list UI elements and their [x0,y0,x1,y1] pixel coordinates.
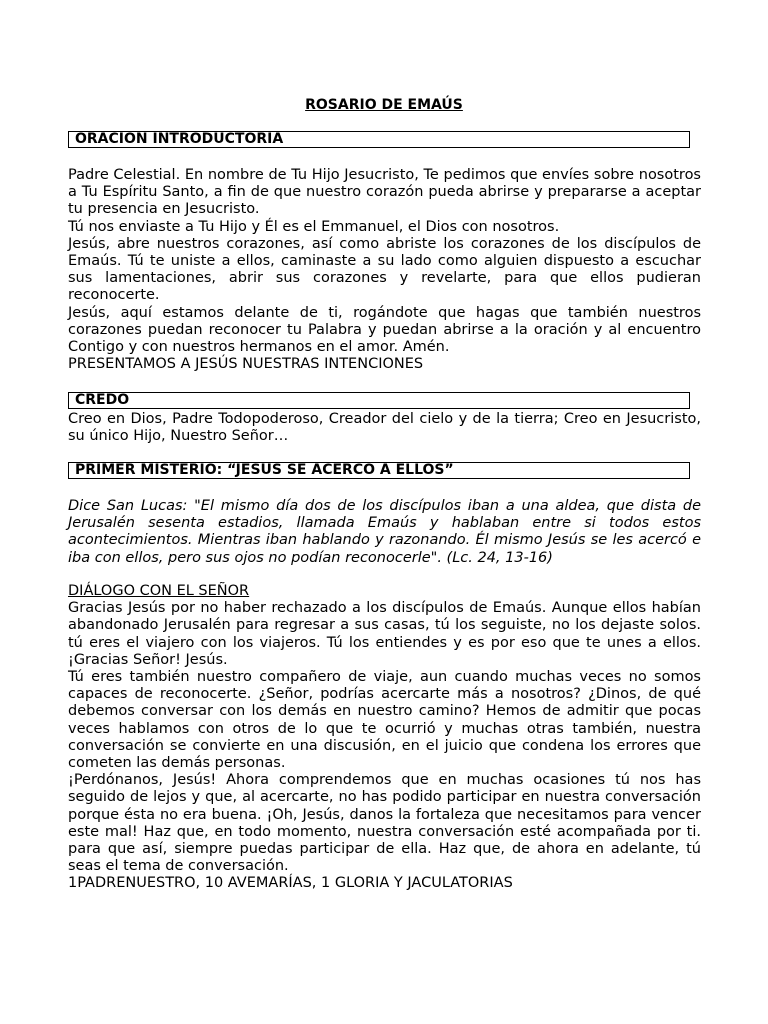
dialogue-paragraph: Tú eres también nuestro compañero de viaje, aun cuando muchas veces no somos capaces de reconocerte. ¿Señor, podrías acercarte más a nosotros? ¿Dinos, de qué debemos conversar con los demás en nuestro camino? Hemos de admitir que pocas veces hablamos con otros de lo que te ocurrió y muchas otras también, nuestra conversación se convierte en una discusión, en el juicio que condena los errores que cometen las demás personas. [68,669,701,772]
section-heading-credo: CREDO [68,392,690,409]
prayer-count-line: 1PADRENUESTRO, 10 AVEMARÍAS, 1 GLORIA Y JACULATORIAS [68,875,513,892]
intro-paragraph: Jesús, aquí estamos delante de ti, rogándote que hagas que también nuestros corazones puedan reconocer tu Palabra y puedan abrirse a la oración y al encuentro Contigo y con nuestros hermanos en el amor. Amén. [68,304,701,356]
section-heading-intro: ORACION INTRODUCTORIA [68,131,690,148]
section-heading-first-mystery: PRIMER MISTERIO: “JESUS SE ACERCO A ELLOS” [68,462,690,479]
dialogue-heading: DIÁLOGO CON EL SEÑOR [68,583,250,599]
intro-prayer [68,167,701,373]
dialogue-paragraph: Gracias Jesús por no haber rechazado a los discípulos de Emaús. Aunque ellos habían abandonado Jerusalén para regresar a sus casas, tú los seguiste, no los dejaste solos. tú eres el viajero con los viajeros. Tú los entiendes y es por eso que te unes a ellos. ¡Gracias Señor! Jesús. [68,600,701,668]
dialogue-section [68,583,701,893]
intro-paragraph: Padre Celestial. En nombre de Tu Hijo Jesucristo, Te pedimos que envíes sobre nosotros a Tu Espíritu Santo, a fin de que nuestro corazón pueda abrirse y prepararse a aceptar tu presencia en Jesucristo. [68,167,701,218]
credo-text: Creo en Dios, Padre Todopoderoso, Creador del cielo y de la tierra; Creo en Jesucristo, su único Hijo, Nuestro Señor… [68,411,701,445]
document-title: ROSARIO DE EMAÚS [305,97,463,113]
intro-paragraph: Jesús, abre nuestros corazones, así como abriste los corazones de los discípulos de Emaús. Tú te uniste a ellos, caminaste a su lado como alguien dispuesto a escuchar sus lamentaciones, abrir sus corazones y revelarte, para que ellos pudieran reconocerte. [68,235,701,304]
dialogue-paragraph: ¡Perdónanos, Jesús! Ahora comprendemos que en muchas ocasiones tú nos has seguido de lejos y que, al acercarte, no has podido participar en nuestra conversación porque ésta no era buena. ¡Oh, Jesús, danos la fortaleza que necesitamos para vencer este mal! Haz que, en todo momento, nuestra conversación esté acompañada por ti. para que así, siempre puedas participar de ella. Haz que, de ahora en adelante, tú seas el tema de conversación. [68,772,701,875]
intro-paragraph: Tú nos enviaste a Tu Hijo y Él es el Emmanuel, el Dios con nosotros. [68,218,560,235]
scripture-quote: Dice San Lucas: "El mismo día dos de los discípulos iban a una aldea, que dista de Jerusalén sesenta estadios, llamada Emaús y hablaban entre si todos estos acontecimientos. Mientras iban hablando y razonando. Él mismo Jesús se les acercó e iba con ellos, pero sus ojos no podían reconocerle". (Lc. 24, 13-16) [68,498,701,566]
intro-intentions-line: PRESENTAMOS A JESÚS NUESTRAS INTENCIONES [68,356,424,373]
